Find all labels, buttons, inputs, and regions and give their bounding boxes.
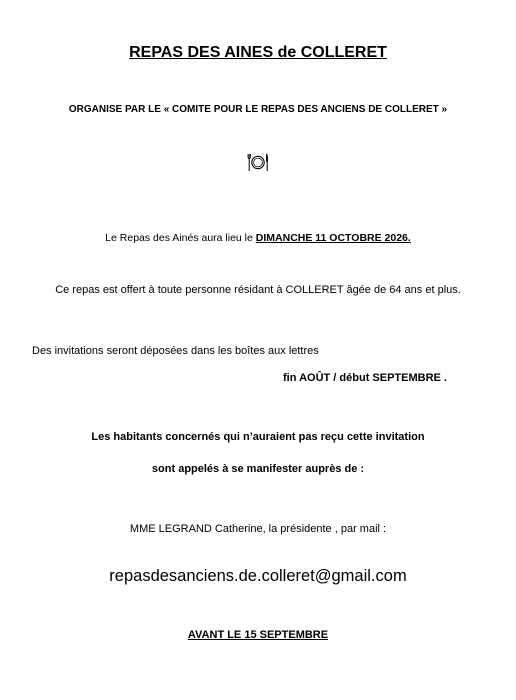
contact-text: MME LEGRAND Catherine, la présidente , par mail : (129, 523, 387, 535)
notice-line-2: sont appelés à se manifester auprès de : (151, 463, 365, 475)
notice-line-1: Les habitants concernés qui n’auraient pas reçu cette invitation (91, 431, 425, 443)
icon-container (0, 150, 516, 176)
date-line-prefix: Le Repas des Ainés aura lieu le (105, 232, 256, 244)
event-date: DIMANCHE 11 OCTOBRE 2026. (255, 232, 411, 244)
event-date-line (0, 232, 516, 244)
contact-email: repasdesanciens.de.colleret@gmail.com (109, 567, 407, 585)
deadline-text: AVANT LE 15 SEPTEMBRE (187, 629, 329, 641)
eligibility-text: Ce repas est offert à toute personne résidant à COLLERET âgée de 64 ans et plus. (55, 284, 461, 296)
document-title: REPAS DES AINES de COLLERET (129, 44, 387, 61)
dinner-plate-icon (246, 150, 270, 174)
invitations-line-1: Des invitations seront déposées dans les boîtes aux lettres (32, 345, 319, 357)
invitations-line-2: fin AOÛT / début SEPTEMBRE . (283, 372, 447, 384)
organizer-subtitle: ORGANISE PAR LE « COMITE POUR LE REPAS DES ANCIENS DE COLLERET » (68, 104, 448, 115)
